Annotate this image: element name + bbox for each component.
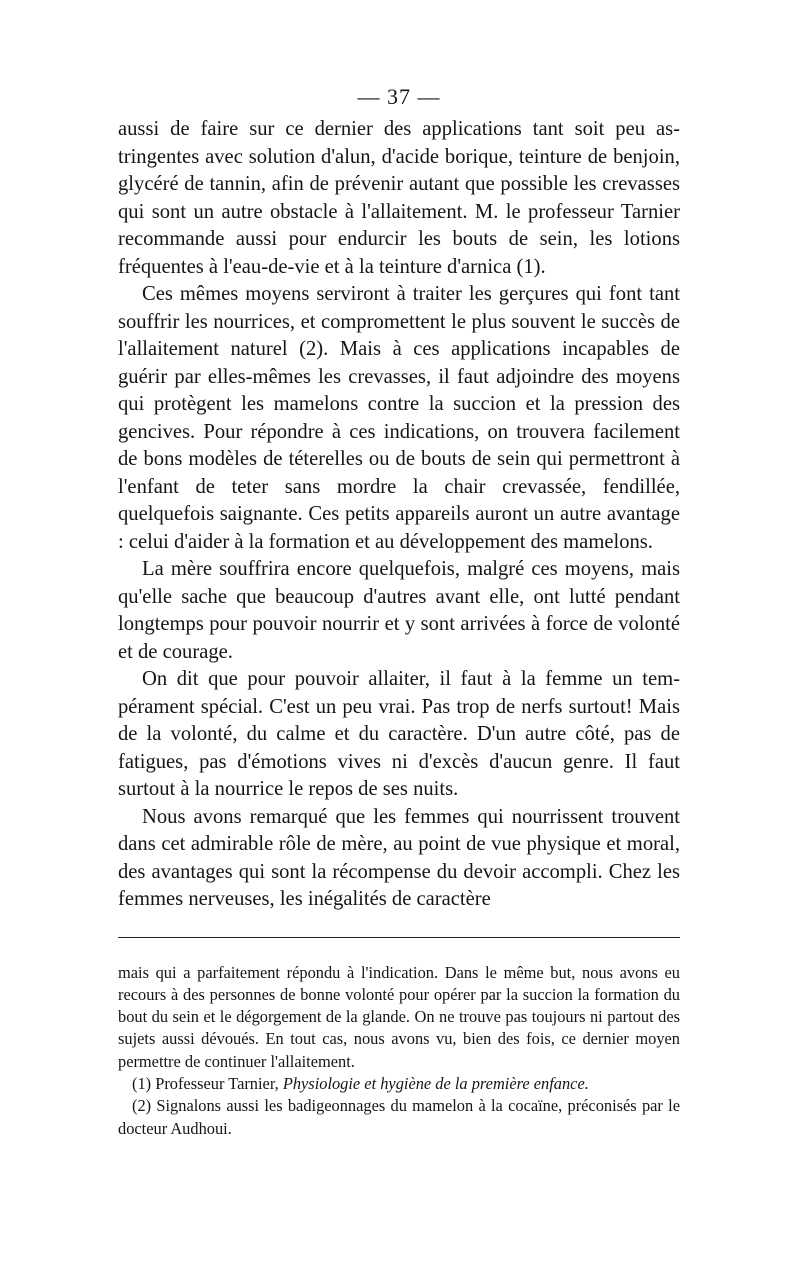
footnote-continuation: mais qui a parfaitement répondu à l'indication. Dans le même but, nous avons eu recours à des personnes de bonne volonté pour opérer par la succion la formation du bout du sein et le dégorgement de la glande. On ne trouve pas toujours ni partout des sujets aussi dévoués. En tout cas, nous avons vu, bien des fois, ce dernier moyen permettre de continuer l'allaitement.	[118, 962, 680, 1071]
paragraph-2: Ces mêmes moyens serviront à traiter les gerçures qui font tant souffrir les nourrices, et compromettent le plus souvent le succès de l'allaitement naturel (2). Mais à ces applications incapables de guérir par elles-mêmes les crevasses, il faut adjoindre des moyens qui protègent les mamelons contre la succion et la pression des gencives. Pour répondre à ces indications, on trouvera facilement de bons modèles de téterelles ou de bouts de sein qui permettront à l'enfant de teter sans mordre la chair crevassée, fendillée, quelquefois saignante. Ces petits appareils auront un autre avantage : celui d'aider à la formation et au développement des mamelons.	[118, 283, 680, 553]
footnote-1-prefix: (1) Professeur Tarnier,	[132, 1073, 283, 1093]
footnotes	[118, 962, 680, 1140]
footnote-rule	[118, 937, 680, 938]
paragraph-4: On dit que pour pouvoir allaiter, il faut à la femme un tempérament spécial. C'est un peu vrai. Pas trop de nerfs surtout! Mais de la volonté, du calme et du caractère. D'un autre côté, pas de fatigues, pas d'émotions vives ni d'excès d'aucun genre. Il faut surtout à la nourrice le repos de ses nuits.	[118, 668, 680, 800]
body-text	[118, 116, 680, 914]
footnote-2: (2) Signalons aussi les badigeonnages du mamelon à la cocaïne, préconisés par le docteur Audhoui.	[118, 1096, 680, 1138]
paragraph-1: aussi de faire sur ce dernier des applications tant soit peu astringentes avec solution d'alun, d'acide borique, teinture de benjoin, glycéré de tannin, afin de prévenir autant que possible les crevasses qui sont un autre obstacle à l'allaitement. M. le professeur Tarnier recommande aussi pour endurcir les bouts de sein, les lotions fréquentes à l'eau-de-vie et à la teinture d'arnica (1).	[118, 118, 680, 278]
paragraph-5: Nous avons remarqué que les femmes qui nourrissent trouvent dans cet admirable rôle de mère, au point de vue physique et moral, des avantages qui sont la récompense du devoir accompli. Chez les femmes nerveuses, les inégalités de caractère	[118, 805, 680, 910]
paragraph-3: La mère souffrira encore quelquefois, malgré ces moyens, mais qu'elle sache que beaucoup d'autres avant elle, ont lutté pendant longtemps pour pouvoir nourrir et y sont arrivées à force de volonté et de courage.	[118, 558, 680, 663]
book-page	[118, 82, 680, 1140]
page-number: — 37 —	[357, 84, 441, 109]
footnote-1-title: Physiologie et hygiène de la première enfance.	[282, 1073, 589, 1093]
footnote-1	[118, 1073, 680, 1095]
